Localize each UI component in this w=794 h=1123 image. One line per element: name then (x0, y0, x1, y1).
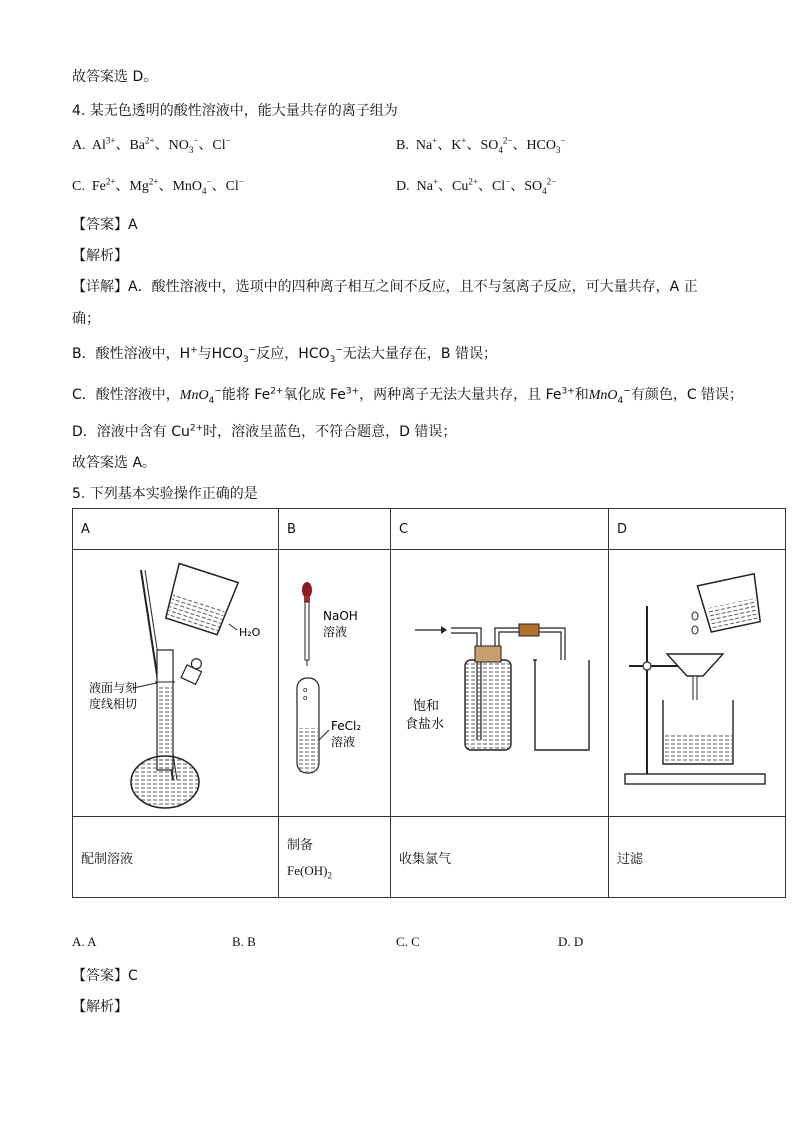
volumetric-flask-diagram (81, 550, 270, 812)
label-fecl2: FeCl₂ (331, 719, 362, 733)
q4-option-d: D. Na+、$Cu^{2+}$、Cl−、$SO_4^{2-}$ (396, 176, 557, 196)
svg-text:o: o (303, 694, 308, 702)
caption-a: 配制溶液 (73, 817, 279, 898)
label-level-2: 度线相切 (89, 697, 138, 711)
q4-analysis-label: 【解析】 (72, 248, 128, 264)
q4-detail-d: D．溶液中含有 $Cu^{2+}$时，溶液呈蓝色，不符合题意，D 错误； (72, 423, 457, 440)
q4-answer: 【答案】A (72, 217, 138, 233)
q5-option-d: D. D (558, 934, 584, 949)
caption-c: 收集氯气 (391, 817, 609, 898)
label-naoh: NaOH (323, 609, 358, 623)
q5-option-b: B. B (232, 934, 256, 949)
table-header-c: C (391, 509, 609, 550)
label-naoh-solution: 溶液 (323, 625, 348, 639)
q4-detail-a2: 确； (72, 311, 100, 327)
q4-option-b: B. Na+、K+、$SO_4^{2-}$、$HCO_3^-$ (396, 135, 566, 155)
q4-detail-b: B．酸性溶液中，H+与$HCO_3^-$反应，$HCO_3^-$无法大量存在，B 错误； (72, 345, 497, 365)
filtration-diagram (617, 550, 777, 812)
q5-option-a: A. A (72, 934, 97, 949)
q4-detail-a: 【详解】A．酸性溶液中，选项中的四种离子相互之间不反应，且不与氢离子反应，可大量共存，A 正 (72, 279, 698, 295)
label-fecl2-solution: 溶液 (331, 735, 356, 749)
table-header-d: D (609, 509, 786, 550)
diagram-cell-a (73, 550, 279, 817)
diagram-cell-b (279, 550, 391, 817)
q5-stem: 5. 下列基本实验操作正确的是 (72, 486, 258, 502)
diagram-cell-c (391, 550, 609, 817)
label-water: H₂O (239, 626, 261, 639)
q5-analysis-label: 【解析】 (72, 999, 128, 1015)
table-header-a: A (73, 509, 279, 550)
q4-stem: 4. 某无色透明的酸性溶液中，能大量共存的离子组为 (72, 103, 398, 119)
svg-text:o: o (303, 686, 308, 694)
label-brine: 食盐水 (405, 717, 445, 732)
q4-option-a: A. $Al^{3+}$、$Ba^{2+}$、$NO_3^-$、Cl− (72, 135, 231, 155)
caption-b: 制备 $Fe(OH)_2$ (279, 817, 391, 898)
diagram-cell-d (609, 550, 786, 817)
q4-detail-c: C．酸性溶液中，MnO$_4$−能将 $Fe^{2+}$氧化成 $Fe^{3+}$，两种离子无法大量共存，且 $Fe^{3+}$和MnO$_4$−有颜色，C 错误； (72, 386, 744, 406)
dropper-testtube-diagram (287, 550, 382, 812)
gas-collection-diagram (399, 550, 600, 812)
table-header-b: B (279, 509, 391, 550)
label-saturated: 饱和 (413, 699, 440, 714)
q5-option-c: C. C (396, 934, 420, 949)
q5-answer: 【答案】C (72, 968, 138, 984)
q4-option-c: C. $Fe^{2+}$、$Mg^{2+}$、MnO$_4$−、Cl− (72, 176, 244, 196)
q5-options-table (72, 508, 786, 898)
q4-final-answer: 故答案选 A。 (72, 455, 157, 471)
prev-answer-line: 故答案选 D。 (72, 69, 158, 85)
caption-d: 过滤 (609, 817, 786, 898)
label-level-1: 液面与刻 (89, 681, 138, 695)
